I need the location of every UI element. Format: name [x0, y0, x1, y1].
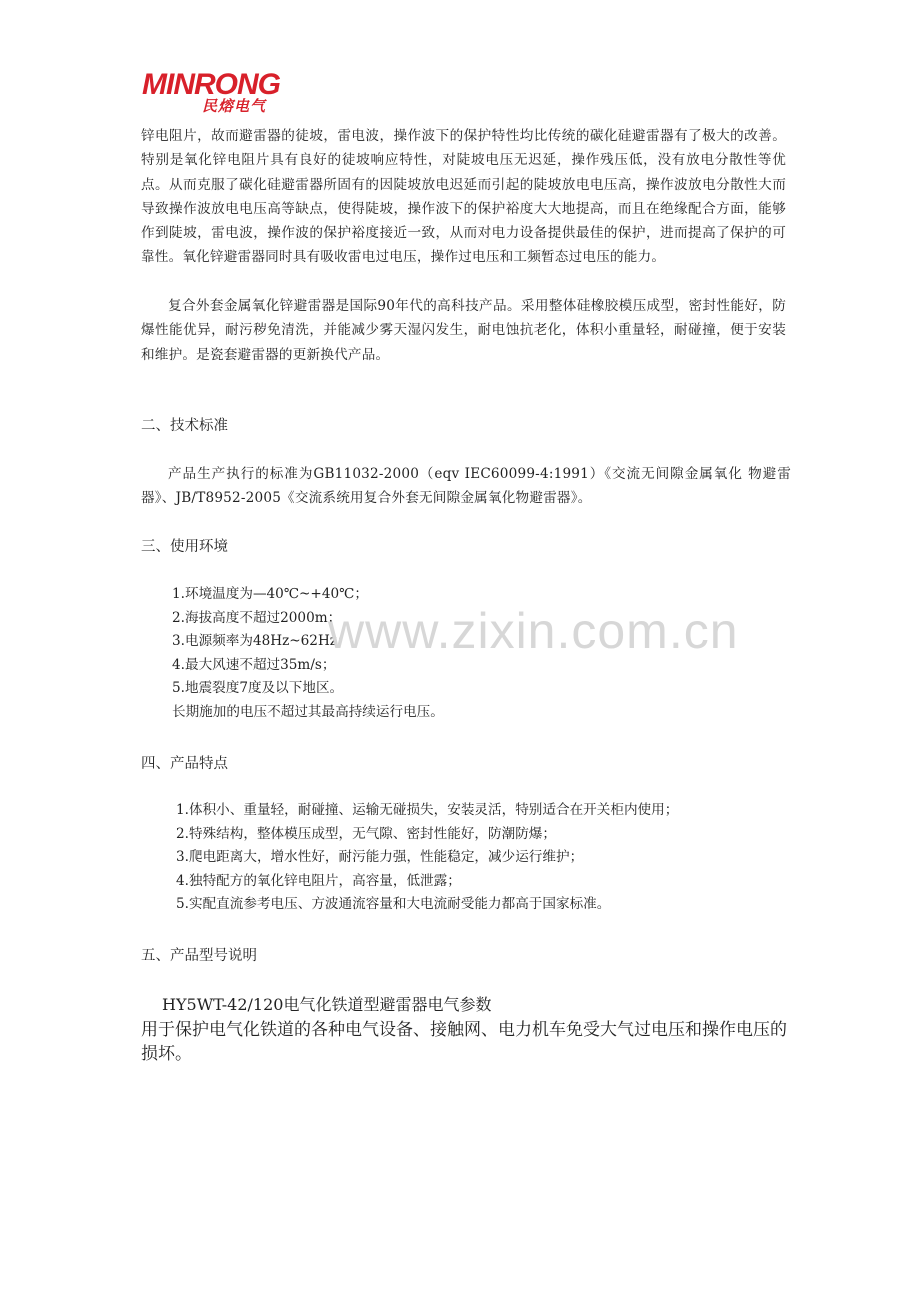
logo-wordmark: MINRONG — [142, 68, 280, 101]
section-2-text: 产品生产执行的标准为GB11032-2000（eqv IEC60099-4:1991）《交流无间隙金属氧化 物避雷器》、JB/T8952-2005《交流系统用复合外套无间隙金属氧化物避雷器》。 — [141, 466, 791, 507]
section-3-title: 三、使用环境 — [141, 539, 228, 555]
list-item: 5.实配直流参考电压、方波通流容量和大电流耐受能力都高于国家标准。 — [176, 896, 611, 913]
features-list — [176, 799, 678, 917]
list-item: 1.体积小、重量轻，耐碰撞、运输无碰损失，安装灵活，特别适合在开关柜内使用； — [176, 802, 679, 818]
intro-paragraph-1: 锌电阻片，故而避雷器的徒坡，雷电波，操作波下的保护特性均比传统的碳化硅避雷器有了极大的改善。特别是氧化锌电阻片具有良好的徒坡响应特性，对陡坡电压无迟延，操作残压低，没有放电分散性等优点。从而克服了碳化硅避雷器所固有的因陡坡放电迟延而引起的陡坡放电电压高，操作波放电分散性大而导致操作波放电电压高等缺点，使得陡坡，操作波下的保护裕度大大地提高，而且在绝缘配合方面，能够作到陡坡，雷电波，操作波的保护裕度接近一致，从而对电力设备提供最佳的保护，进而提高了保护的可靠性。氧化锌避雷器同时具有吸收雷电过电压，操作过电压和工频暂态过电压的能力。 — [141, 128, 786, 266]
list-item: 3.电源频率为48Hz~62Hz； — [172, 633, 351, 650]
minrong-logo — [142, 70, 290, 116]
list-item: 4.最大风速不超过35m/s； — [172, 656, 336, 673]
list-item: 长期施加的电压不超过其最高持续运行电压。 — [172, 703, 444, 720]
model-description: 用于保护电气化铁道的各种电气设备、接触网、电力机车免受大气过电压和操作电压的损坏。 — [141, 1020, 787, 1064]
intro-paragraph-2: 复合外套金属氧化锌避雷器是国际90年代的高科技产品。采用整体硅橡胶模压成型，密封性能好，防爆性能优异，耐污秽免清洗，并能减少雾天湿闪发生，耐电蚀抗老化，体积小重量轻，耐碰撞，便于安装和维护。是瓷套避雷器的更新换代产品。 — [141, 298, 786, 363]
list-item: 1.环境温度为—40℃~+40℃； — [172, 586, 368, 602]
logo-chinese-name: 民熔电气 — [202, 97, 267, 115]
section-5-title: 五、产品型号说明 — [141, 948, 257, 964]
watermark: www.zixin.com.cn — [328, 603, 739, 659]
model-title: HY5WT-42/120电气化铁道型避雷器电气参数 — [162, 995, 492, 1014]
list-item: 5.地震裂度7度及以下地区。 — [172, 680, 344, 697]
list-item: 4.独特配方的氧化锌电阻片，高容量，低泄露； — [176, 872, 461, 889]
list-item: 2.海拔高度不超过2000m； — [172, 609, 342, 626]
list-item: 3.爬电距离大，增水性好，耐污能力强，性能稳定，减少运行维护； — [176, 849, 584, 866]
section-4-title: 四、产品特点 — [141, 756, 228, 772]
section-2-title: 二、技术标准 — [141, 418, 228, 434]
list-item: 2.特殊结构，整体模压成型，无气隙、密封性能好，防潮防爆； — [176, 825, 556, 842]
